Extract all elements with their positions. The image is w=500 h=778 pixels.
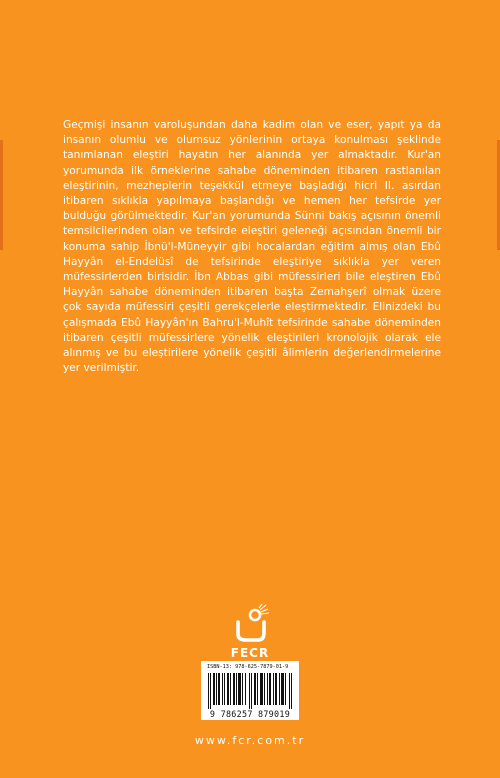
back-cover-blurb: Geçmişi insanın varoluşundan daha kadim olan ve eser, yapıt ya da insanın olumlu ve olumsuz yönlerinin ortaya konulması şeklinde tanımlanan eleştiri hayatın her alanında yer almaktadır. Kur'an yorumunda ilk örneklerine sahabe döneminden itibaren rastlanılan eleştirinin, mezheplerin teşekkül etmeye başladığı hicri II. asırdan itibaren sıklıkla yapılmaya başlandığı ve hemen her tefsirde yer bulduğu görülmektedir. Kur'an yorumunda Sünni bakış açısının önemli temsilcilerinden olan ve tefsirde eleştiri geleneği açısından önemli bir konuma sahip İbnü'l-Müneyyir gibi hocalardan eğitim almış olan Ebû Hayyân el-Endelüsî de tefsirinde eleştiriye sıklıkla yer veren müfessirlerden birisidir. İbn Abbas gibi müfessirleri bile eleştiren Ebû Hayyân sahabe döneminden itibaren başta Zemahşerî olmak üzere çok sayıda müfessiri çeşitli gerekçelerle eleştirmektedir. Elinizdeki bu çalışmada Ebû Hayyân'ın Bahru'l-Muhît tefsirinde sahabe döneminden itibaren çeşitli müfessirlere yönelik eleştirileri kronolojik olarak ele alınmış ve bu eleştirilere yönelik çeşitli âlimlerin değerlendirmelerine yer verilmiştir. [63, 119, 441, 375]
publisher-name: FECR [230, 646, 270, 660]
barcode-number: 9 786257 879019 [209, 709, 291, 719]
barcode-bars [207, 673, 293, 709]
publisher-logo [224, 604, 276, 664]
barcode [201, 661, 299, 720]
fecr-logo-icon [224, 604, 276, 646]
spine-edge-marker-left [0, 140, 3, 250]
publisher-website[interactable]: www.fcr.com.tr [194, 734, 306, 747]
isbn-label: ISBN-13: 978-625-7879-01-9 [207, 664, 289, 670]
